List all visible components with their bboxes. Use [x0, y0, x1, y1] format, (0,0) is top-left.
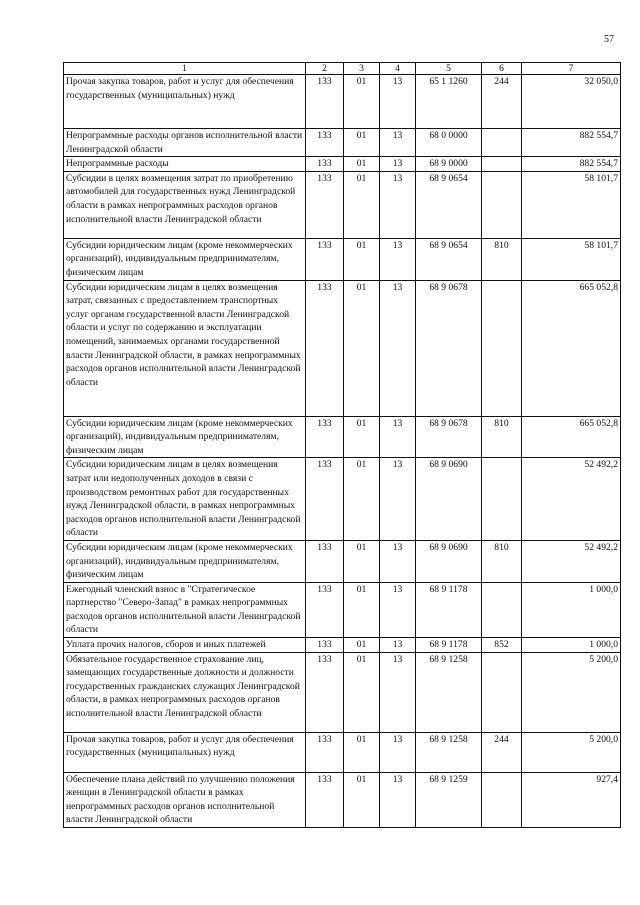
- row-target-article: 68 9 1178: [416, 582, 482, 637]
- table-row: [64, 772, 621, 827]
- row-ministry-code: 133: [306, 732, 344, 772]
- row-subsection-code: 13: [380, 652, 416, 732]
- row-ministry-code: 133: [306, 238, 344, 280]
- row-amount: 32 050,0: [522, 75, 621, 129]
- row-description: Уплата прочих налогов, сборов и иных платежей: [64, 638, 306, 653]
- row-subsection-code: 13: [380, 732, 416, 772]
- row-section-code: 01: [344, 171, 380, 238]
- row-ministry-code: 133: [306, 540, 344, 582]
- row-target-article: 68 9 0000: [416, 157, 482, 172]
- row-target-article: 68 9 1258: [416, 732, 482, 772]
- row-amount: 5 200,0: [522, 732, 621, 772]
- row-target-article: 68 9 0678: [416, 416, 482, 458]
- row-expense-type: 810: [482, 416, 522, 458]
- row-section-code: 01: [344, 582, 380, 637]
- table-row: [64, 652, 621, 732]
- row-expense-type: [482, 458, 522, 541]
- row-target-article: 68 9 0690: [416, 458, 482, 541]
- row-ministry-code: 133: [306, 129, 344, 157]
- table-row: [64, 280, 621, 416]
- row-amount: 1 000,0: [522, 638, 621, 653]
- row-section-code: 01: [344, 638, 380, 653]
- row-amount: 58 101,7: [522, 171, 621, 238]
- row-description: Субсидии юридическим лицам (кроме некоммерческих организаций), индивидуальным предпринимателям, физическим лицам: [64, 416, 306, 458]
- row-amount: 882 554,7: [522, 129, 621, 157]
- row-target-article: 68 9 0654: [416, 171, 482, 238]
- table-row: [64, 238, 621, 280]
- row-ministry-code: 133: [306, 171, 344, 238]
- page-number: 57: [604, 34, 614, 45]
- row-subsection-code: 13: [380, 238, 416, 280]
- budget-table: [63, 62, 621, 828]
- row-description: Субсидии юридическим лицам в целях возмещения затрат или недополученных доходов в связи с производством ремонтных работ для государственных нужд Ленинградской области, в рамках непрограммных расходов органов исполнительной власти Ленинградской области: [64, 458, 306, 541]
- row-ministry-code: 133: [306, 75, 344, 129]
- row-section-code: 01: [344, 129, 380, 157]
- header-col-6: 6: [482, 63, 522, 75]
- row-amount: 1 000,0: [522, 582, 621, 637]
- row-target-article: 68 9 0690: [416, 540, 482, 582]
- row-target-article: 68 0 0000: [416, 129, 482, 157]
- row-subsection-code: 13: [380, 129, 416, 157]
- row-expense-type: [482, 157, 522, 172]
- row-section-code: 01: [344, 540, 380, 582]
- table-row: [64, 75, 621, 129]
- row-description: Непрограммные расходы органов исполнительной власти Ленинградской области: [64, 129, 306, 157]
- row-expense-type: 244: [482, 75, 522, 129]
- row-description: Субсидии в целях возмещения затрат по приобретению автомобилей для государственных нужд Ленинградской области в рамках непрограммных расходов органов исполнительной власти Ленинградской области: [64, 171, 306, 238]
- row-ministry-code: 133: [306, 458, 344, 541]
- table-row: [64, 129, 621, 157]
- row-ministry-code: 133: [306, 638, 344, 653]
- row-subsection-code: 13: [380, 75, 416, 129]
- row-ministry-code: 133: [306, 582, 344, 637]
- row-subsection-code: 13: [380, 772, 416, 827]
- header-col-1: 1: [64, 63, 306, 75]
- row-amount: 665 052,8: [522, 416, 621, 458]
- row-target-article: 68 9 0654: [416, 238, 482, 280]
- row-expense-type: 244: [482, 732, 522, 772]
- row-amount: 58 101,7: [522, 238, 621, 280]
- header-col-7: 7: [522, 63, 621, 75]
- row-target-article: 68 9 1258: [416, 652, 482, 732]
- row-target-article: 68 9 0678: [416, 280, 482, 416]
- table-row: [64, 157, 621, 172]
- row-expense-type: 810: [482, 540, 522, 582]
- row-section-code: 01: [344, 157, 380, 172]
- table-row: [64, 416, 621, 458]
- row-subsection-code: 13: [380, 458, 416, 541]
- table-row: [64, 638, 621, 653]
- table-header-row: [64, 63, 621, 75]
- row-ministry-code: 133: [306, 280, 344, 416]
- row-amount: 927,4: [522, 772, 621, 827]
- row-section-code: 01: [344, 238, 380, 280]
- row-target-article: 68 9 1259: [416, 772, 482, 827]
- row-description: Ежегодный членский взнос в "Стратегическое партнерство "Северо-Запад" в рамках непрограммных расходов органов исполнительной власти Ленинградской области: [64, 582, 306, 637]
- row-section-code: 01: [344, 652, 380, 732]
- row-expense-type: [482, 772, 522, 827]
- row-ministry-code: 133: [306, 652, 344, 732]
- row-expense-type: [482, 652, 522, 732]
- header-col-3: 3: [344, 63, 380, 75]
- row-subsection-code: 13: [380, 638, 416, 653]
- row-subsection-code: 13: [380, 416, 416, 458]
- row-description: Непрограммные расходы: [64, 157, 306, 172]
- row-expense-type: [482, 280, 522, 416]
- row-amount: 52 492,2: [522, 458, 621, 541]
- table-row: [64, 540, 621, 582]
- row-amount: 882 554,7: [522, 157, 621, 172]
- table-row: [64, 732, 621, 772]
- row-expense-type: 852: [482, 638, 522, 653]
- row-target-article: 65 1 1260: [416, 75, 482, 129]
- row-section-code: 01: [344, 280, 380, 416]
- row-description: Субсидии юридическим лицам (кроме некоммерческих организаций), индивидуальным предпринимателям, физическим лицам: [64, 238, 306, 280]
- row-subsection-code: 13: [380, 280, 416, 416]
- row-section-code: 01: [344, 732, 380, 772]
- row-ministry-code: 133: [306, 157, 344, 172]
- row-section-code: 01: [344, 458, 380, 541]
- row-section-code: 01: [344, 772, 380, 827]
- row-amount: 665 052,8: [522, 280, 621, 416]
- row-ministry-code: 133: [306, 416, 344, 458]
- row-description: Обеспечение плана действий по улучшению положения женщин в Ленинградской области в рамках непрограммных расходов органов исполнительной власти Ленинградской области: [64, 772, 306, 827]
- row-amount: 5 200,0: [522, 652, 621, 732]
- row-subsection-code: 13: [380, 582, 416, 637]
- row-expense-type: [482, 129, 522, 157]
- row-target-article: 68 9 1178: [416, 638, 482, 653]
- table-row: [64, 582, 621, 637]
- row-description: Субсидии юридическим лицам в целях возмещения затрат, связанных с предоставлением транспортных услуг органам государственной власти Ленинградской области и услуг по содержанию и эксплуатации помещений, занимаемых органами государственной власти Ленинградской области, в рамках непрограммных расходов органов исполнительной власти Ленинградской области: [64, 280, 306, 416]
- row-ministry-code: 133: [306, 772, 344, 827]
- row-description: Прочая закупка товаров, работ и услуг для обеспечения государственных (муниципальных) нужд: [64, 732, 306, 772]
- row-description: Прочая закупка товаров, работ и услуг для обеспечения государственных (муниципальных) нужд: [64, 75, 306, 129]
- row-expense-type: [482, 171, 522, 238]
- row-subsection-code: 13: [380, 540, 416, 582]
- header-col-5: 5: [416, 63, 482, 75]
- row-amount: 52 492,2: [522, 540, 621, 582]
- table-row: [64, 171, 621, 238]
- row-subsection-code: 13: [380, 157, 416, 172]
- table-row: [64, 458, 621, 541]
- row-expense-type: 810: [482, 238, 522, 280]
- row-description: Субсидии юридическим лицам (кроме некоммерческих организаций), индивидуальным предпринимателям, физическим лицам: [64, 540, 306, 582]
- row-subsection-code: 13: [380, 171, 416, 238]
- row-section-code: 01: [344, 416, 380, 458]
- row-description: Обязательное государственное страхование лиц, замещающих государственные должности и должности государственных гражданских служащих Ленинградской области, в рамках непрограммных расходов органов исполнительной власти Ленинградской области: [64, 652, 306, 732]
- row-expense-type: [482, 582, 522, 637]
- header-col-2: 2: [306, 63, 344, 75]
- header-col-4: 4: [380, 63, 416, 75]
- row-section-code: 01: [344, 75, 380, 129]
